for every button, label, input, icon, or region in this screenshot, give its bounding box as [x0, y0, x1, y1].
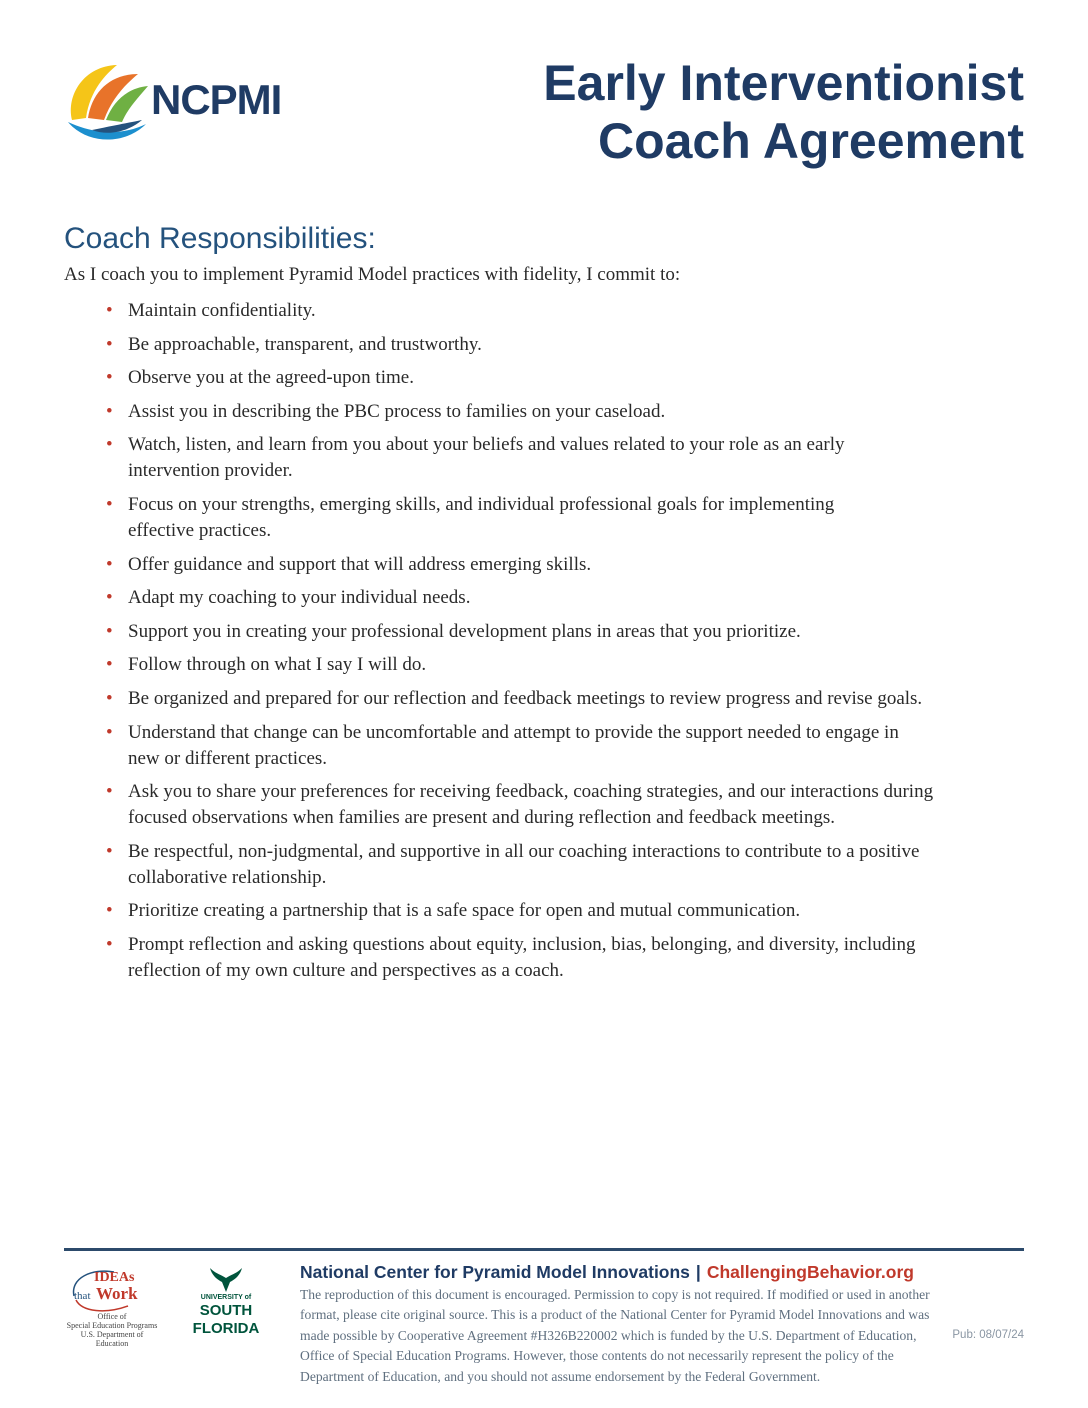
list-item: • Maintain confidentiality. [128, 298, 1008, 324]
intro-text: As I coach you to implement Pyramid Model practices with fidelity, I commit to: [64, 264, 681, 285]
bullet-icon: • [106, 587, 113, 609]
title-line-2: Coach Agreement [597, 113, 1024, 169]
list-item: • Ask you to share your preferences for receiving feedback, coaching strategies, and our interactions during focused observations when families are present and during reflection and feedback meetings. [106, 781, 934, 829]
page-title [543, 54, 1024, 170]
usf-university-of: UNIVERSITY of [200, 1294, 252, 1301]
list-item: • Assist you in describing the PBC process to families on your caseload. [128, 399, 1008, 425]
bullet-icon: • [106, 900, 113, 922]
usf-logo [190, 1264, 262, 1344]
usf-florida: FLORIDA [192, 1320, 260, 1337]
ncpmi-logo [62, 60, 282, 146]
bullet-icon: • [106, 840, 113, 862]
list-item: • Be approachable, transparent, and trustworthy. [128, 332, 1008, 358]
list-item: • Watch, listen, and learn from you about your beliefs and values related to your role as an early intervention provider. [106, 434, 845, 482]
list-item: • Understand that change can be uncomfortable and attempt to provide the support needed to engage in new or different practices. [106, 721, 899, 769]
footer-divider [64, 1248, 1024, 1251]
bullet-icon: • [106, 367, 113, 389]
usf-south: SOUTH [199, 1302, 253, 1319]
ideas-that-work-logo [66, 1266, 158, 1348]
bullet-icon: • [106, 400, 113, 422]
list-item: • Offer guidance and support that will address emerging skills. [128, 552, 1008, 578]
bullet-icon: • [106, 933, 113, 955]
website-link[interactable]: ChallengingBehavior.org [706, 1262, 914, 1282]
publication-date: Pub: 08/07/24 [952, 1329, 1024, 1341]
bullet-icon: • [106, 654, 113, 676]
footer-heading [300, 1262, 914, 1283]
org-name: National Center for Pyramid Model Innovations [300, 1262, 690, 1282]
list-item: • Support you in creating your professional development plans in areas that you prioritize. [128, 619, 1008, 645]
list-item: • Adapt my coaching to your individual needs. [128, 585, 1008, 611]
bullet-icon: • [106, 493, 113, 515]
bullet-icon: • [106, 721, 113, 743]
list-item: • Prioritize creating a partnership that is a safe space for open and mutual communication. [128, 898, 1008, 924]
ideas-sub-2: Special Education Programs [66, 1321, 158, 1330]
footer-separator: | [695, 1262, 701, 1282]
list-item: • Focus on your strengths, emerging skills, and individual professional goals for implementing effective practices. [106, 493, 835, 541]
ideas-sub-3: U.S. Department of Education [80, 1330, 144, 1348]
list-item: • Follow through on what I say I will do. [128, 652, 1008, 678]
bullet-icon: • [106, 687, 113, 709]
list-item: • Be organized and prepared for our reflection and feedback meetings to review progress and revise goals. [128, 686, 1008, 712]
ncpmi-logo-text: NCPMI [151, 76, 282, 123]
bullet-icon: • [106, 553, 113, 575]
ideas-work: Work [96, 1284, 138, 1303]
title-line-1: Early Interventionist [543, 55, 1024, 111]
list-item: • Observe you at the agreed-upon time. [128, 365, 1008, 391]
ideas-that: that [74, 1290, 91, 1302]
list-item: • Be respectful, non-judgmental, and supportive in all our coaching interactions to contribute to a positive collaborative relationship. [106, 840, 920, 888]
bullet-icon: • [106, 300, 113, 321]
responsibilities-list [106, 298, 1008, 992]
footer-disclaimer: The reproduction of this document is encouraged. Permission to copy is not required. If modified or used in another format, please cite original source. This is a product of the National Center for Pyramid Model Innovations and was made possible by Cooperative Agreement #H326B220002 which is funded by the U.S. Department of Education, Office of Special Education Programs. However, those contents do not necessarily represent the policy of the Department of Education, and you should not assume endorsement by the Federal Government. [300, 1287, 930, 1384]
ncpmi-swirl-icon [62, 60, 150, 146]
ideas-sub-1: Office of [97, 1312, 127, 1321]
bullet-icon: • [106, 620, 113, 642]
usf-bull-icon [206, 1264, 246, 1292]
ideas-word: IDEAs [94, 1270, 135, 1285]
bullet-icon: • [106, 434, 113, 456]
section-heading: Coach Responsibilities: [64, 222, 376, 255]
list-item: • Prompt reflection and asking questions about equity, inclusion, bias, belonging, and diversity, including reflection of my own culture and perspectives as a coach. [106, 933, 916, 981]
bullet-icon: • [106, 781, 113, 803]
bullet-icon: • [106, 333, 113, 355]
